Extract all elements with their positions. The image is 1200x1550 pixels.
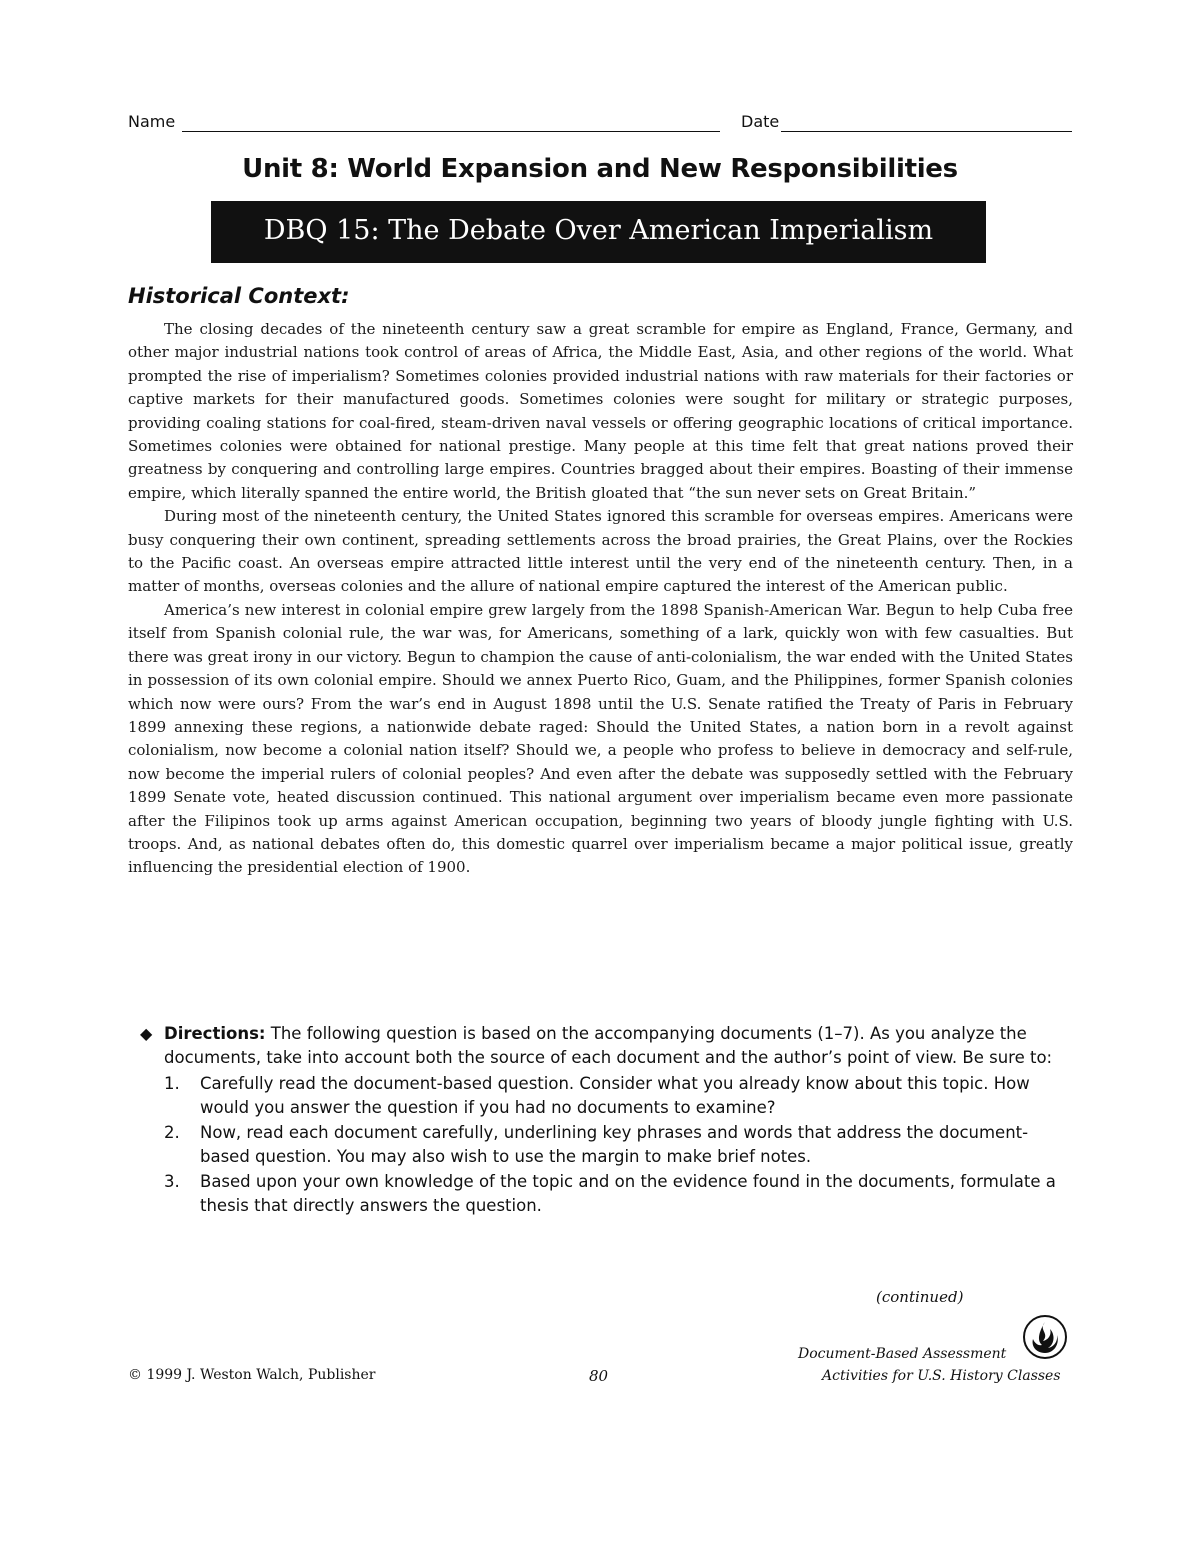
direction-step	[140, 1121, 1075, 1168]
walch-flame-logo-icon	[1022, 1314, 1068, 1360]
directions-steps	[140, 1072, 1075, 1217]
context-paragraph: The closing decades of the nineteenth century saw a great scramble for empire as England, France, Germany, and other major industrial nations took control of areas of Africa, the Middle East, Asia, and other regions of the world. What prompted the rise of imperialism? Sometimes colonies provided industrial nations with raw materials for their factories or captive markets for their manufactured goods. Sometimes colonies were sought for military or strategic purposes, providing coaling stations for coal-fired, steam-driven naval vessels or offering geographic locations of critical importance. Sometimes colonies were obtained for national prestige. Many people at this time felt that great nations proved their greatness by conquering and controlling large empires. Countries bragged about their empires. Boasting of their immense empire, which literally spanned the entire world, the British gloated that “the sun never sets on Great Britain.”	[128, 320, 1073, 502]
context-paragraph: America’s new interest in colonial empire grew largely from the 1898 Spanish-American War. Begun to help Cuba free itself from Spanish colonial rule, the war was, for Americans, something of a lark, quickly won with few casualties. But there was great irony in our victory. Begun to champion the cause of anti-colonialism, the war ended with the United States in possession of its own colonial empire. Should we annex Puerto Rico, Guam, and the Philippines, former Spanish colonies which now were ours? From the war’s end in August 1898 until the U.S. Senate ratified the Treaty of Paris in February 1899 annexing these regions, a nationwide debate raged: Should the United States, a nation born in a revolt against colonialism, now become a colonial nation itself? Should we, a people who profess to believe in democracy and self-rule, now become the imperial rulers of colonial peoples? And even after the debate was supposedly settled with the February 1899 Senate vote, heated discussion continued. This national argument over imperialism became even more passionate after the Filipinos took up arms against American occupation, beginning two years of bloody jungle fighting with U.S. troops. And, as national debates often do, this domestic quarrel over imperialism became a major political issue, greatly influencing the presidential election of 1900.	[128, 600, 1073, 877]
footer-page-number: 80	[589, 1367, 609, 1385]
footer-series-line2: Activities for U.S. History Classes	[822, 1368, 1061, 1384]
unit-title: Unit 8: World Expansion and New Responsibilities	[242, 154, 958, 184]
step-number: 1.	[164, 1074, 180, 1093]
name-date-header	[128, 112, 1073, 136]
diamond-bullet-icon: ◆	[140, 1024, 153, 1043]
name-label: Name	[128, 112, 176, 131]
step-number: 2.	[164, 1123, 180, 1142]
date-label: Date	[741, 112, 780, 131]
name-field-line[interactable]	[182, 131, 720, 132]
direction-step	[140, 1170, 1075, 1217]
historical-context-heading: Historical Context:	[128, 284, 350, 308]
step-text: Now, read each document carefully, underlining key phrases and words that address the document-based question. You may also wish to use the margin to make brief notes.	[200, 1123, 1029, 1166]
directions-text: The following question is based on the accompanying documents (1–7). As you analyze the documents, take into account both the source of each document and the author’s point of view. Be sure to:	[164, 1024, 1053, 1067]
date-field-line[interactable]	[781, 131, 1072, 132]
step-number: 3.	[164, 1172, 180, 1191]
context-paragraph: During most of the nineteenth century, the United States ignored this scramble for overseas empires. Americans were busy conquering their own continent, spreading settlements across the broad prairies, the Great Plains, over the Rockies to the Pacific coast. An overseas empire attracted little interest until the very end of the nineteenth century. Then, in a matter of months, overseas colonies and the allure of national empire captured the interest of the American public.	[128, 507, 1073, 596]
continued-note: (continued)	[876, 1288, 964, 1306]
directions-section	[140, 1022, 1075, 1219]
directions-label: Directions:	[164, 1024, 266, 1043]
step-text: Carefully read the document-based question. Consider what you already know about this topic. How would you answer the question if you had no documents to examine?	[200, 1074, 1030, 1117]
directions-intro	[140, 1022, 1075, 1069]
historical-context-body	[128, 318, 1073, 880]
footer-series-line1: Document-Based Assessment	[798, 1346, 1007, 1362]
step-text: Based upon your own knowledge of the topic and on the evidence found in the documents, formulate a thesis that directly answers the question.	[200, 1172, 1056, 1215]
dbq-title-banner: DBQ 15: The Debate Over American Imperialism	[211, 201, 986, 263]
footer-copyright: © 1999 J. Weston Walch, Publisher	[128, 1367, 376, 1383]
direction-step	[140, 1072, 1075, 1119]
